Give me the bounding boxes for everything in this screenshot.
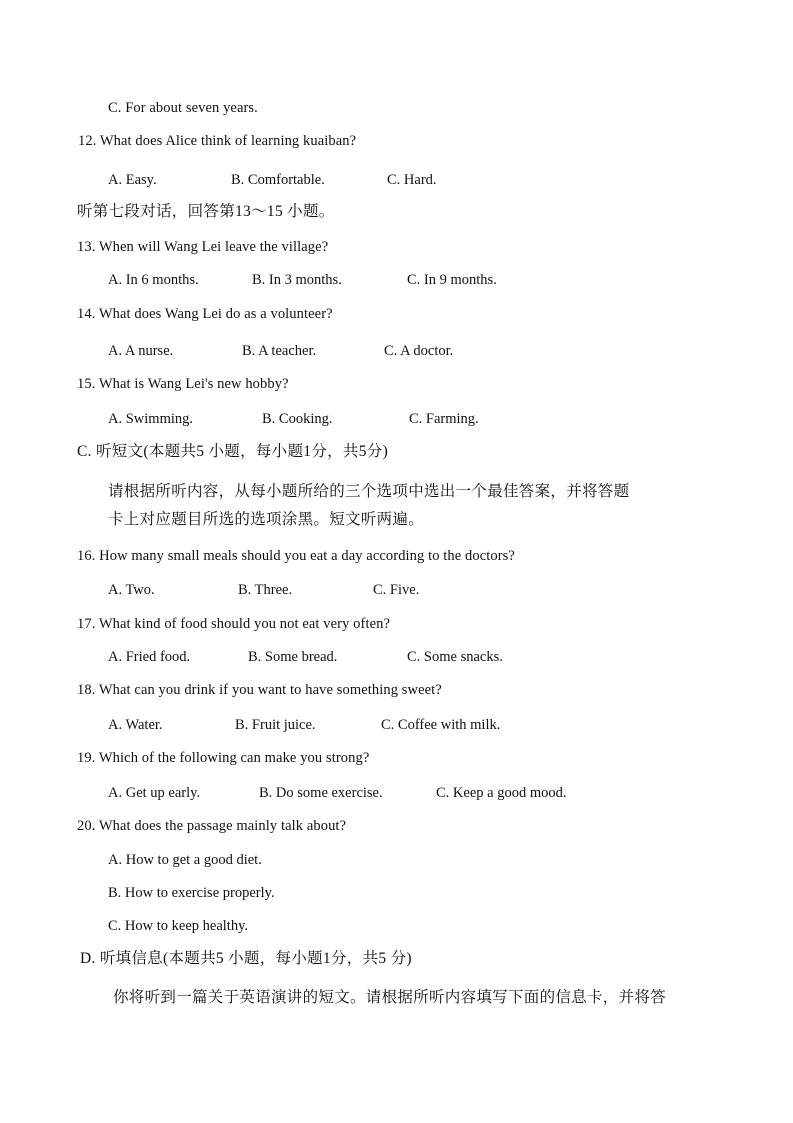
q15-option-a: A. Swimming.: [108, 411, 193, 427]
q14-option-c: C. A doctor.: [384, 343, 454, 359]
q19-option-a: A. Get up early.: [108, 785, 201, 801]
q11-option-c: C. For about seven years.: [108, 100, 258, 116]
q17-option-a: A. Fried food.: [108, 649, 191, 665]
q14-option-a: A. A nurse.: [108, 343, 174, 359]
q18-option-a: A. Water.: [108, 717, 163, 733]
q13-option-b: B. In 3 months.: [252, 272, 342, 288]
section-c-heading: C. 听短文(本题共5 小题，每小题1分，共5分): [77, 443, 389, 460]
q17-question: 17. What kind of food should you not eat very often?: [77, 616, 390, 632]
q15-question: 15. What is Wang Lei's new hobby?: [77, 376, 289, 392]
q15-option-b: B. Cooking.: [262, 411, 333, 427]
dialogue7-heading: 听第七段对话，回答第13～15 小题。: [77, 203, 335, 220]
q12-question: 12. What does Alice think of learning kuaiban?: [78, 133, 357, 149]
q12-option-a: A. Easy.: [108, 172, 157, 188]
q19-option-c: C. Keep a good mood.: [436, 785, 567, 801]
q15-option-c: C. Farming.: [409, 411, 479, 427]
q19-question: 19. Which of the following can make you strong?: [77, 750, 370, 766]
q13-option-a: A. In 6 months.: [108, 272, 199, 288]
q17-option-b: B. Some bread.: [248, 649, 338, 665]
q18-question: 18. What can you drink if you want to have something sweet?: [77, 682, 442, 698]
q16-option-b: B. Three.: [238, 582, 293, 598]
q14-question: 14. What does Wang Lei do as a volunteer?: [77, 306, 333, 322]
section-d-heading: D. 听填信息(本题共5 小题，每小题1分，共5 分): [80, 950, 412, 967]
q17-option-c: C. Some snacks.: [407, 649, 503, 665]
q13-option-c: C. In 9 months.: [407, 272, 497, 288]
q13-question: 13. When will Wang Lei leave the village?: [77, 239, 329, 255]
q12-option-c: C. Hard.: [387, 172, 437, 188]
q20-option-a: A. How to get a good diet.: [108, 852, 262, 868]
section-c-instruction-2: 卡上对应题目所选的选项涂黑。短文听两遍。: [108, 511, 425, 528]
q20-option-c: C. How to keep healthy.: [108, 918, 249, 934]
q18-option-b: B. Fruit juice.: [235, 717, 316, 733]
q12-option-b: B. Comfortable.: [231, 172, 325, 188]
q19-option-b: B. Do some exercise.: [259, 785, 383, 801]
section-d-instruction-1: 你将听到一篇关于英语演讲的短文。请根据所听内容填写下面的信息卡，并将答: [113, 989, 667, 1006]
q16-option-c: C. Five.: [373, 582, 420, 598]
q20-option-b: B. How to exercise properly.: [108, 885, 275, 901]
q18-option-c: C. Coffee with milk.: [381, 717, 501, 733]
q16-option-a: A. Two.: [108, 582, 155, 598]
section-c-instruction-1: 请根据所听内容，从每小题所给的三个选项中选出一个最佳答案，并将答题: [108, 483, 630, 500]
q16-question: 16. How many small meals should you eat a day according to the doctors?: [77, 548, 515, 564]
q14-option-b: B. A teacher.: [242, 343, 317, 359]
q20-question: 20. What does the passage mainly talk about?: [77, 818, 347, 834]
